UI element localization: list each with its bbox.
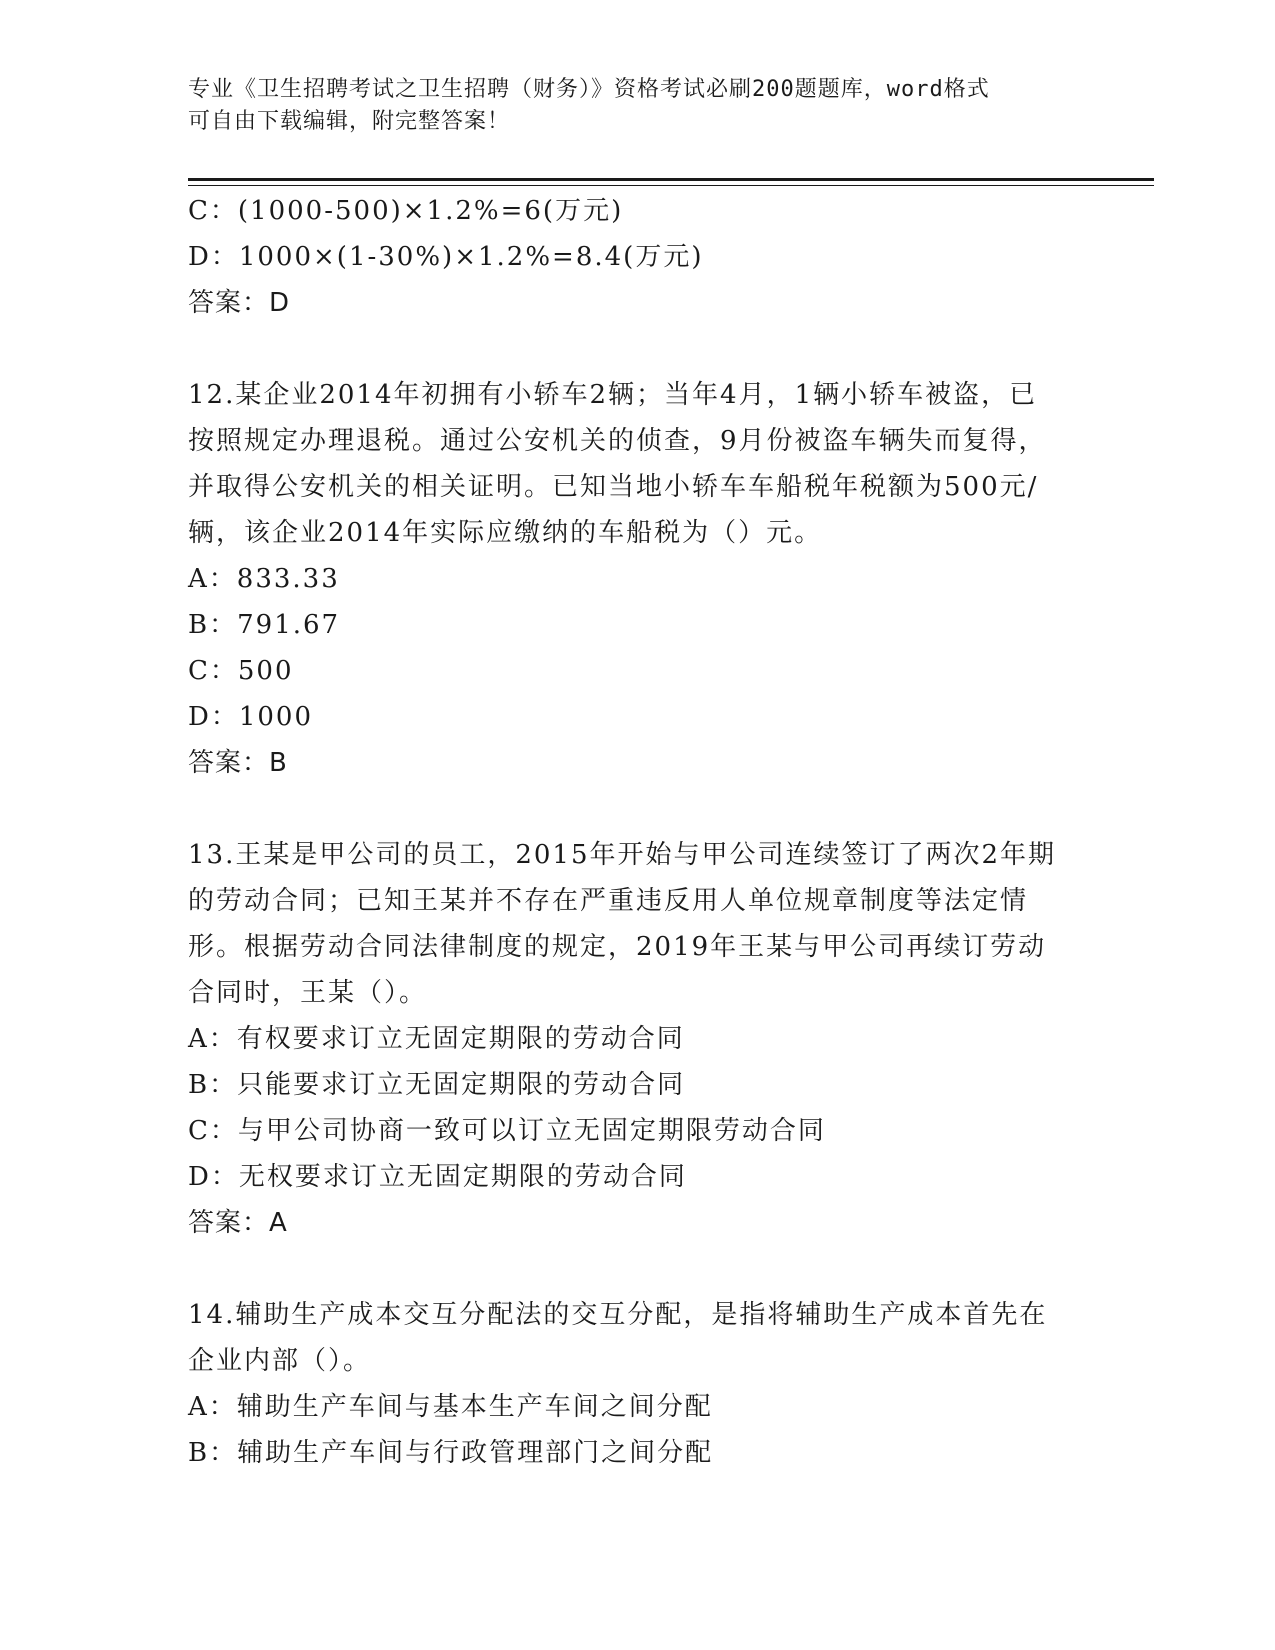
question-block-11	[188, 188, 1088, 326]
option-b: B：只能要求订立无固定期限的劳动合同	[188, 1070, 686, 1100]
question-text-line: 并取得公安机关的相关证明。已知当地小轿车车船税年税额为500元/	[188, 472, 1039, 502]
option-b: B：辅助生产车间与行政管理部门之间分配	[188, 1438, 714, 1468]
question-block-14	[188, 1292, 1088, 1476]
question-text-line: 辆，该企业2014年实际应缴纳的车船税为（）元。	[188, 518, 823, 548]
answer-line: 答案：A	[188, 1208, 288, 1238]
answer-line: 答案：B	[188, 748, 288, 778]
option-c: C：500	[188, 656, 294, 686]
question-list	[188, 188, 1088, 1476]
option-a: A：833.33	[188, 564, 340, 594]
question-text-line: 13.王某是甲公司的员工，2015年开始与甲公司连续签订了两次2年期	[188, 840, 1057, 870]
option-c: C：与甲公司协商一致可以订立无固定期限劳动合同	[188, 1116, 826, 1146]
option-b: B：791.67	[188, 610, 341, 640]
option-a: A：有权要求订立无固定期限的劳动合同	[188, 1024, 685, 1054]
header-divider-thin	[188, 185, 1154, 186]
question-text-line: 企业内部（）。	[188, 1346, 372, 1376]
header-line-1: 专业《卫生招聘考试之卫生招聘（财务）》资格考试必刷200题题库，word格式	[188, 77, 990, 102]
option-a: A：辅助生产车间与基本生产车间之间分配	[188, 1392, 713, 1422]
question-text-line: 14.辅助生产成本交互分配法的交互分配，是指将辅助生产成本首先在	[188, 1300, 1048, 1330]
option-d: D：无权要求订立无固定期限的劳动合同	[188, 1162, 687, 1192]
question-text-line: 形。根据劳动合同法律制度的规定，2019年王某与甲公司再续订劳动	[188, 932, 1047, 962]
answer-line: 答案：D	[188, 288, 291, 318]
question-text-line: 的劳动合同；已知王某并不存在严重违反用人单位规章制度等法定情	[188, 886, 1029, 916]
header-divider-thick	[188, 178, 1154, 181]
question-block-13	[188, 832, 1088, 1246]
question-text-line: 合同时，王某（）。	[188, 978, 428, 1008]
question-text-line: 按照规定办理退税。通过公安机关的侦查，9月份被盗车辆失而复得，	[188, 426, 1047, 456]
document-header	[188, 74, 1088, 138]
header-line-2: 可自由下载编辑，附完整答案！	[188, 109, 511, 134]
option-d: D：1000	[188, 702, 314, 732]
option-c: C：(1000-500)×1.2%=6(万元)	[188, 196, 624, 226]
question-text-line: 12.某企业2014年初拥有小轿车2辆；当年4月，1辆小轿车被盗，已	[188, 380, 1038, 410]
option-d: D：1000×(1-30%)×1.2%=8.4(万元)	[188, 242, 704, 272]
question-block-12	[188, 372, 1088, 786]
